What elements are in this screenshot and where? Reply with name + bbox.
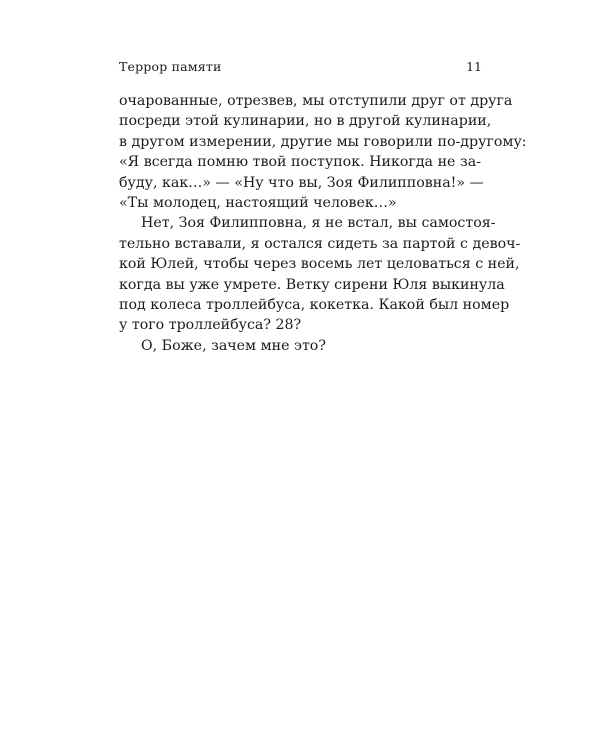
paragraph-3 — [119, 336, 481, 356]
text-line: когда вы уже умрете. Ветку сирени Юля выкинула — [119, 276, 505, 293]
body-text — [119, 91, 527, 356]
page-number: 11 — [466, 59, 482, 74]
text-line: тельно вставали, я остался сидеть за партой с девоч- — [119, 235, 521, 252]
text-line: «Ты молодец, настоящий человек…» — [119, 194, 397, 211]
text-line: в другом измерении, другие мы говорили по-другому: — [119, 133, 527, 150]
text-line: кой Юлей, чтобы через восемь лет целоваться с ней, — [119, 256, 520, 273]
text-line: Нет, Зоя Филипповна, я не встал, вы самостоя- — [141, 215, 496, 232]
text-line: очарованные, отрезвев, мы отступили друг от друга — [119, 93, 513, 109]
text-line: под колеса троллейбуса, кокетка. Какой был номер — [119, 296, 510, 313]
running-title: Террор памяти — [119, 59, 222, 74]
paragraph-2 — [119, 213, 521, 335]
text-line: О, Боже, зачем мне это? — [141, 337, 326, 354]
paragraph-1 — [119, 91, 527, 213]
text-line: посреди этой кулинарии, но в другой кулинарии, — [119, 113, 492, 130]
text-line: у того троллейбуса? 28? — [119, 317, 302, 334]
text-line: «Я всегда помню твой поступок. Никогда не за- — [119, 154, 481, 171]
text-line: буду, как…» — «Ну что вы, Зоя Филипповна!» — — [119, 174, 484, 191]
